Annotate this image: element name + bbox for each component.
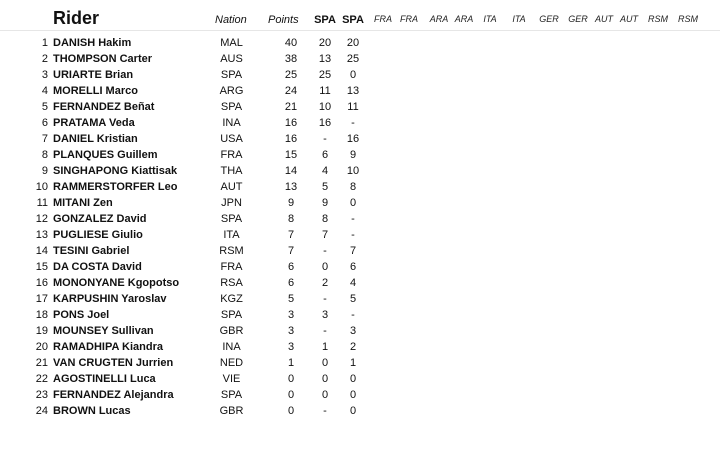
points-cell: 0 [287, 373, 295, 385]
table-row [0, 35, 720, 51]
points-cell: 13 [284, 181, 298, 193]
rider-name: FERNANDEZ Beñat [53, 101, 155, 113]
table-row [0, 179, 720, 195]
table-row [0, 355, 720, 371]
race-result-cell: 9 [349, 149, 357, 161]
rider-name: PUGLIESE Giulio [53, 229, 143, 241]
race-header: AUT [620, 14, 638, 24]
table-row [0, 259, 720, 275]
position-cell: 10 [35, 181, 48, 193]
rider-name: KARPUSHIN Yaroslav [53, 293, 167, 305]
race-result-cell: 11 [347, 101, 359, 113]
nation-cell: ITA [223, 229, 240, 241]
nation-header: Nation [215, 14, 247, 26]
race-result-cell: 0 [349, 405, 357, 417]
nation-cell: USA [220, 133, 243, 145]
nation-cell: JPN [221, 197, 242, 209]
race-result-cell: - [323, 245, 327, 257]
race-header: GER [539, 14, 559, 24]
race-result-cell: 13 [346, 85, 360, 97]
race-header: FRA [400, 14, 418, 24]
points-cell: 0 [287, 389, 295, 401]
race-result-cell: 5 [349, 293, 357, 305]
race-result-cell: 25 [318, 69, 332, 81]
race-result-cell: 0 [349, 69, 357, 81]
race-result-cell: - [323, 325, 327, 337]
position-cell: 12 [35, 213, 48, 225]
points-cell: 16 [284, 133, 298, 145]
nation-cell: SPA [220, 69, 243, 81]
nation-cell: KGZ [220, 293, 243, 305]
position-cell: 20 [35, 341, 48, 353]
position-cell: 23 [35, 389, 48, 401]
rider-name: TESINI Gabriel [53, 245, 130, 257]
race-result-cell: 9 [321, 197, 329, 209]
race-result-cell: 3 [321, 309, 329, 321]
rider-name: DANISH Hakim [53, 37, 132, 49]
points-cell: 7 [287, 229, 295, 241]
race-result-cell: 5 [321, 181, 329, 193]
race-result-cell: - [351, 309, 355, 321]
race-result-cell: 0 [349, 373, 357, 385]
points-cell: 8 [287, 213, 295, 225]
position-cell: 22 [35, 373, 48, 385]
rider-name: RAMADHIPA Kiandra [53, 341, 164, 353]
points-cell: 38 [284, 53, 298, 65]
rider-name: BROWN Lucas [53, 405, 131, 417]
points-cell: 25 [284, 69, 298, 81]
race-result-cell: 3 [349, 325, 357, 337]
position-cell: 11 [36, 197, 48, 209]
table-row [0, 211, 720, 227]
nation-cell: RSA [220, 277, 243, 289]
position-cell: 4 [41, 85, 48, 97]
nation-cell: SPA [220, 101, 243, 113]
table-row [0, 323, 720, 339]
position-cell: 19 [35, 325, 48, 337]
race-result-cell: - [323, 405, 327, 417]
race-result-cell: 6 [349, 261, 357, 273]
points-cell: 6 [287, 277, 295, 289]
points-cell: 1 [287, 357, 295, 369]
race-result-cell: 0 [321, 261, 329, 273]
race-result-cell: 8 [321, 213, 329, 225]
nation-cell: MAL [220, 37, 243, 49]
race-header: AUT [595, 14, 613, 24]
position-cell: 15 [35, 261, 48, 273]
table-row [0, 115, 720, 131]
position-cell: 8 [41, 149, 48, 161]
rider-name: RAMMERSTORFER Leo [53, 181, 178, 193]
nation-cell: SPA [220, 389, 243, 401]
table-row [0, 339, 720, 355]
race-result-cell: 6 [321, 149, 329, 161]
race-result-cell: 4 [349, 277, 357, 289]
nation-cell: VIE [222, 373, 241, 385]
race-header: SPA [342, 14, 364, 26]
race-result-cell: 7 [321, 229, 329, 241]
race-result-cell: 4 [321, 165, 329, 177]
points-cell: 16 [284, 117, 298, 129]
table-row [0, 51, 720, 67]
race-result-cell: 7 [349, 245, 357, 257]
race-result-cell: 2 [321, 277, 329, 289]
points-cell: 7 [287, 245, 295, 257]
rider-name: MITANI Zen [53, 197, 113, 209]
nation-cell: AUT [220, 181, 243, 193]
race-header: ITA [512, 14, 526, 24]
rider-name: PONS Joel [53, 309, 110, 321]
points-cell: 9 [287, 197, 295, 209]
position-cell: 21 [35, 357, 48, 369]
table-row [0, 227, 720, 243]
rider-name: URIARTE Brian [53, 69, 134, 81]
position-cell: 17 [35, 293, 48, 305]
race-header: RSM [648, 14, 668, 24]
race-result-cell: - [323, 293, 327, 305]
race-result-cell: 0 [349, 197, 357, 209]
points-cell: 14 [284, 165, 298, 177]
race-header: GER [568, 14, 588, 24]
points-cell: 3 [287, 341, 295, 353]
points-cell: 40 [284, 37, 298, 49]
rider-name: VAN CRUGTEN Jurrien [53, 357, 174, 369]
nation-cell: GBR [219, 325, 244, 337]
points-cell: 5 [287, 293, 295, 305]
race-header: ITA [483, 14, 497, 24]
table-row [0, 99, 720, 115]
race-result-cell: 20 [318, 37, 332, 49]
rider-name: MORELLI Marco [53, 85, 138, 97]
nation-cell: SPA [220, 309, 243, 321]
nation-cell: RSM [219, 245, 244, 257]
points-cell: 6 [287, 261, 295, 273]
position-cell: 6 [41, 117, 48, 129]
rider-name: AGOSTINELLI Luca [53, 373, 156, 385]
nation-cell: INA [222, 117, 241, 129]
table-row [0, 243, 720, 259]
points-cell: 0 [287, 405, 295, 417]
table-row [0, 163, 720, 179]
nation-cell: INA [222, 341, 241, 353]
race-result-cell: 1 [321, 341, 329, 353]
race-result-cell: 0 [321, 373, 329, 385]
race-result-cell: - [351, 117, 355, 129]
table-row [0, 291, 720, 307]
position-cell: 3 [41, 69, 48, 81]
race-header: ARA [454, 14, 474, 24]
race-result-cell: 13 [318, 53, 332, 65]
table-row [0, 387, 720, 403]
rider-name: MOUNSEY Sullivan [53, 325, 154, 337]
nation-cell: GBR [219, 405, 244, 417]
race-header: RSM [678, 14, 698, 24]
race-result-cell: 0 [321, 357, 329, 369]
race-result-cell: 0 [321, 389, 329, 401]
race-result-cell: 2 [349, 341, 357, 353]
position-cell: 9 [41, 165, 48, 177]
table-row [0, 131, 720, 147]
table-row [0, 403, 720, 419]
race-header: FRA [374, 14, 392, 24]
race-result-cell: 1 [349, 357, 357, 369]
table-row [0, 195, 720, 211]
table-row [0, 147, 720, 163]
points-cell: 15 [284, 149, 298, 161]
rider-name: FERNANDEZ Alejandra [53, 389, 174, 401]
points-cell: 21 [284, 101, 298, 113]
points-header: Points [268, 14, 299, 26]
race-result-cell: - [323, 133, 327, 145]
position-cell: 1 [41, 37, 48, 49]
race-result-cell: 10 [346, 165, 360, 177]
nation-cell: SPA [220, 213, 243, 225]
rider-name: PLANQUES Guillem [53, 149, 158, 161]
position-cell: 24 [35, 405, 48, 417]
rider-name: THOMPSON Carter [53, 53, 153, 65]
rider-name: PRATAMA Veda [53, 117, 135, 129]
position-cell: 2 [41, 53, 48, 65]
table-row [0, 83, 720, 99]
race-result-cell: 0 [349, 389, 357, 401]
race-result-cell: 16 [346, 133, 360, 145]
points-cell: 3 [287, 325, 295, 337]
table-row [0, 275, 720, 291]
rider-name: SINGHAPONG Kiattisak [53, 165, 178, 177]
position-cell: 16 [35, 277, 48, 289]
table-row [0, 371, 720, 387]
points-cell: 24 [284, 85, 298, 97]
position-cell: 14 [35, 245, 48, 257]
nation-cell: FRA [220, 149, 243, 161]
nation-cell: NED [219, 357, 244, 369]
nation-cell: AUS [220, 53, 243, 65]
rider-name: DANIEL Kristian [53, 133, 138, 145]
nation-cell: FRA [220, 261, 243, 273]
position-cell: 13 [35, 229, 48, 241]
race-result-cell: 11 [319, 85, 331, 97]
race-result-cell: 20 [346, 37, 360, 49]
position-cell: 5 [41, 101, 48, 113]
race-result-cell: 25 [346, 53, 360, 65]
rider-name: GONZALEZ David [53, 213, 147, 225]
race-result-cell: - [351, 229, 355, 241]
nation-cell: THA [220, 165, 243, 177]
race-result-cell: 10 [318, 101, 332, 113]
position-cell: 18 [35, 309, 48, 321]
rider-header: Rider [53, 8, 100, 28]
position-cell: 7 [41, 133, 48, 145]
race-header: SPA [314, 14, 336, 26]
race-result-cell: 8 [349, 181, 357, 193]
points-cell: 3 [287, 309, 295, 321]
table-header [0, 0, 720, 31]
table-row [0, 307, 720, 323]
nation-cell: ARG [219, 85, 244, 97]
table-row [0, 67, 720, 83]
race-result-cell: - [351, 213, 355, 225]
rider-name: DA COSTA David [53, 261, 142, 273]
rider-rows [0, 35, 720, 419]
race-header: ARA [429, 14, 449, 24]
rider-name: MONONYANE Kgopotso [53, 277, 180, 289]
race-result-cell: 16 [318, 117, 332, 129]
